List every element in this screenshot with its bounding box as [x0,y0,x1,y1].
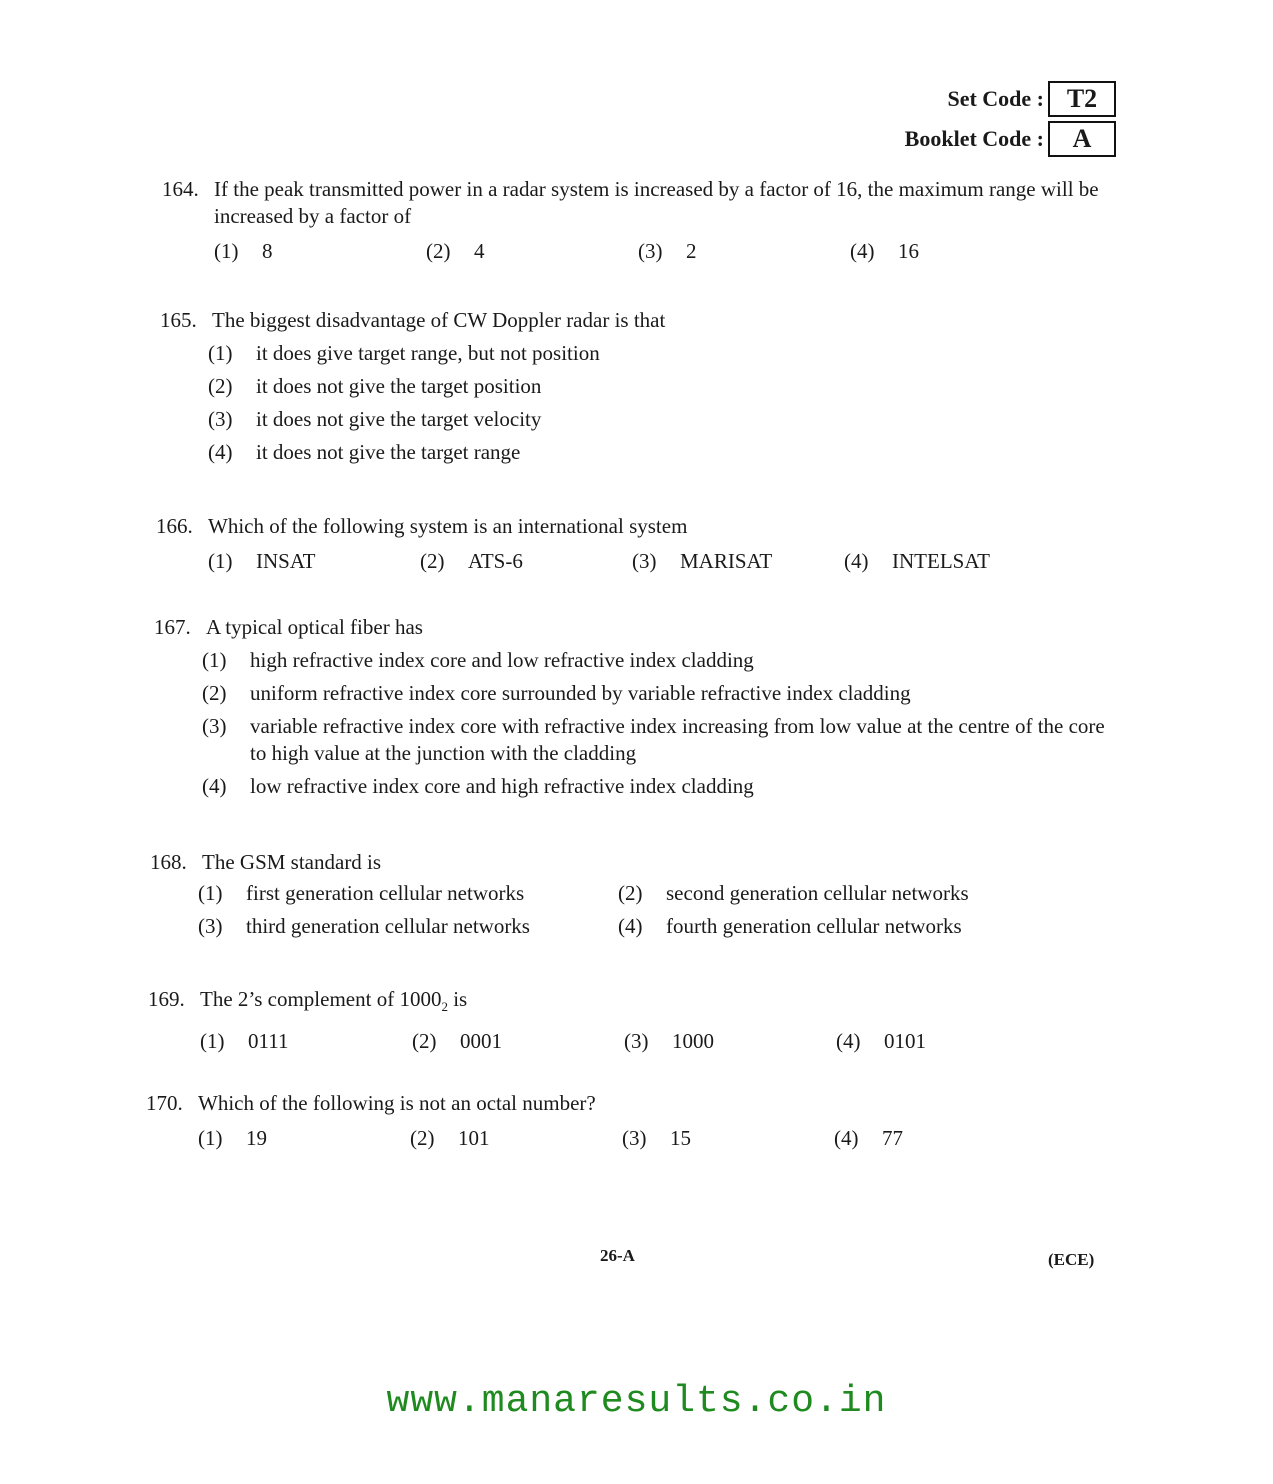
option-1: (1) 0111 [200,1029,289,1054]
question-167 [154,614,1114,800]
question-text: Which of the following system is an international system [208,514,688,538]
option-1: (1) high refractive index core and low refractive index cladding [202,648,754,672]
option-3: (3) MARISAT [632,549,773,573]
option-4: (4) it does not give the target range [208,440,521,464]
question-text: The 2’s complement of $1000_2$ is [200,987,468,1015]
question-number: 166. [156,514,193,538]
question-169 [148,986,1108,1055]
option-1: (1) 8 [214,239,273,263]
question-168 [150,849,1110,940]
booklet-code-label: Booklet Code : [904,126,1044,151]
set-code-row [905,80,1116,118]
question-166 [156,513,1116,575]
option-3: (3) 2 [638,239,697,263]
question-number: 168. [150,850,187,874]
page-number: 26-A [600,1246,635,1265]
option-2: (2) it does not give the target position [208,374,542,398]
options [160,340,1120,466]
options [154,647,1114,800]
set-code-label: Set Code : [947,86,1044,111]
option-2: (2) 4 [426,239,485,263]
code-block [905,80,1116,160]
option-3: (3) 15 [622,1126,691,1150]
option-2: (2) 101 [410,1126,490,1150]
option-1: (1) it does give target range, but not position [208,341,600,365]
option-3: (3) it does not give the target velocity [208,407,542,431]
option-2: (2) ATS-6 [420,549,523,573]
question-number: 167. [154,615,191,639]
booklet-code-row [905,120,1116,158]
options [200,1028,1108,1055]
options [214,238,1122,265]
question-number: 170. [146,1091,183,1115]
option-2: (2) uniform refractive index core surrounded by variable refractive index cladding [202,681,911,705]
question-number: 165. [160,308,197,332]
options [198,1125,1106,1152]
question-text: Which of the following is not an octal number? [198,1091,596,1115]
option-3: (3) 1000 [624,1029,714,1054]
subject-code: (ECE) [1048,1250,1095,1269]
option-1: (1) first generation cellular networks [198,881,525,905]
question-number: 164. [162,177,199,201]
question-number: 169. [148,987,185,1011]
options [198,880,1110,940]
option-4: (4) 0101 [836,1029,926,1054]
question-164 [162,176,1122,265]
option-4: (4) low refractive index core and high refractive index cladding [202,774,754,798]
option-4: (4) 77 [834,1126,903,1150]
option-2: (2) 0001 [412,1029,502,1054]
options [208,548,1116,575]
option-3: (3) variable refractive index core with refractive index increasing from low value at the centre of the core to high value at the junction with the cladding [202,714,1105,765]
option-4: (4) INTELSAT [844,549,990,573]
question-text: A typical optical fiber has [206,615,423,639]
question-text: If the peak transmitted power in a radar system is increased by a factor of 16, the maximum range will be increased by a factor of [214,177,1099,228]
option-4: (4) fourth generation cellular networks [618,914,962,938]
option-3: (3) third generation cellular networks [198,914,530,938]
option-4: (4) 16 [850,239,919,263]
option-2: (2) second generation cellular networks [618,881,969,905]
website-link[interactable]: www.manaresults.co.in [386,1380,887,1423]
question-165 [160,307,1120,466]
option-1: (1) INSAT [208,549,316,573]
booklet-code-value: A [1048,121,1116,157]
question-text: The biggest disadvantage of CW Doppler radar is that [212,308,666,332]
question-170 [146,1090,1106,1152]
option-1: (1) 19 [198,1126,267,1150]
set-code-value: T2 [1048,81,1116,117]
question-text: The GSM standard is [202,850,382,874]
